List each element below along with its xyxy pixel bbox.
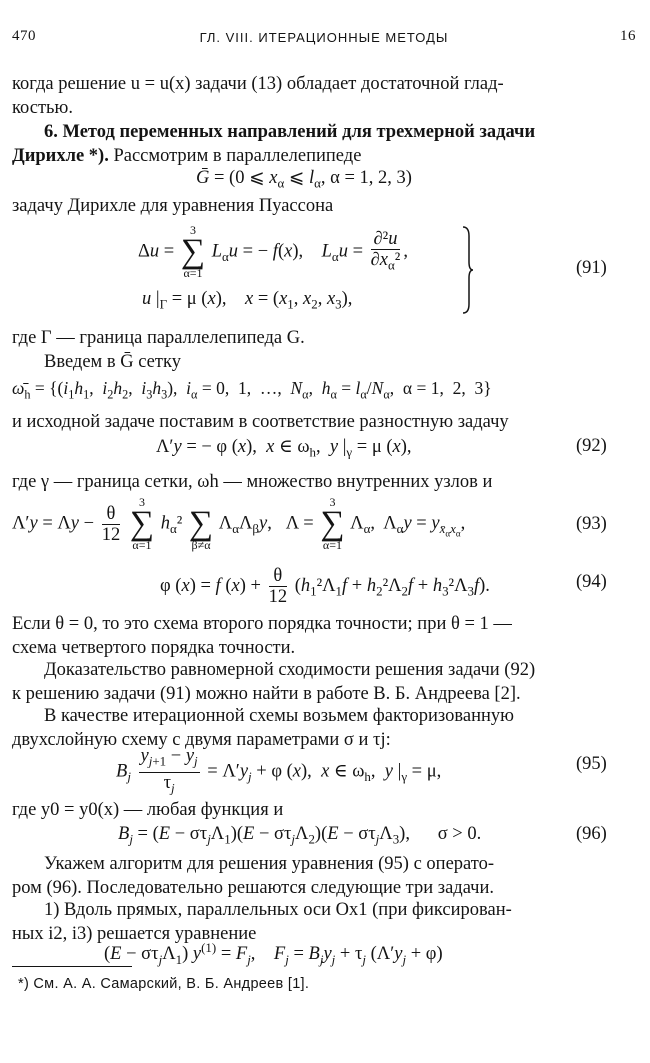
grid-intro: Введем в Ḡ сетку <box>44 352 181 372</box>
equation-92: Λ′y = − φ (x), x ∈ $\omega_h$, y $|_\gamma = \mu$ (x), <box>156 437 412 460</box>
text-line: ром (96). Последовательно решаются следующие три задачи. <box>12 878 495 898</box>
text-line: двухслойную схему с двумя параметрами σ и τj: <box>12 730 391 750</box>
step1-equation: $(E - \sigma\tau_j\Lambda_1)$ $y^{(1)} = F_j$, $F_j = B_jy_j + \tau_j$ $(\Lambda'y_j + \varphi)$ <box>104 940 443 967</box>
equation-96: $B_j = (E - \sigma\tau_j\Lambda_1)(E - \sigma\tau_j\Lambda_2)(E - \sigma\tau_j\Lambda_3)$, σ > 0. <box>118 824 482 847</box>
equation-91-line-1: Δu = 3 ∑ α=1 $L_\alpha u$ = − f(x), $L_\alpha u$ = $\frac{\text{∂²u}}{\partial x_\alpha^2}$ , <box>138 223 408 280</box>
text-line: костью. <box>12 98 73 118</box>
page-header <box>12 28 636 50</box>
where-gamma-grid: где γ — граница сетки, ωh — множество внутренних узлов и <box>12 472 493 492</box>
section-mark: 16 <box>620 28 636 44</box>
text-line: схема четвертого порядка точности. <box>12 638 296 658</box>
paragraph-continuation <box>12 72 612 120</box>
scheme-intro: и исходной задаче поставим в соответствие разностную задачу <box>12 412 509 432</box>
text-line: В качестве итерационной схемы возьмем факторизованную <box>44 706 514 726</box>
text-line: когда решение u = u(x) задачи (13) обладает достаточной глад- <box>12 74 504 94</box>
text-line: 1) Вдоль прямых, параллельных оси Ox1 (при фиксирован- <box>44 900 512 920</box>
equation-95: $B_j$ $\frac{y_{j+1} - y_j}{\tau_j}$ = $\Lambda'y_j + \varphi$ (x), x ∈ $\omega_h$, y $|_\gamma = \mu$, <box>116 746 441 798</box>
section-heading: 6. Метод переменных направлений для трехмерной задачи <box>44 122 536 142</box>
sum-symbol: 3 ∑ α=1 <box>320 495 345 552</box>
fraction: $\frac{\theta}{12}$ <box>101 503 121 545</box>
text-line: ных i2, i3) решается уравнение <box>12 924 257 944</box>
sum-symbol: 3 ∑ α=1 <box>180 223 206 280</box>
equation-number-96: (96) <box>576 824 607 844</box>
text-line: к решению задачи (91) можно найти в работе В. Б. Андреева [2]. <box>12 684 521 704</box>
section-heading-line <box>12 120 612 144</box>
right-brace-icon <box>462 226 474 314</box>
equation-91-line-2: u $|_\Gamma = \mu$ (x), $x = (x_1$, $x_2$, $x_3$), <box>142 289 353 312</box>
equation-94: φ (x) = f (x) + $\frac{\theta}{12}$ $(h_1^2\Lambda_1f + h_2^2\Lambda_2f + h_3^2\Lambda_3f)$. <box>160 566 490 607</box>
sum-symbol: 3 ∑ α=1 <box>129 495 155 552</box>
equation-number-91: (91) <box>576 258 607 278</box>
equation-93: Λ′y = Λy − $\frac{\theta}{12}$ 3 ∑ α=1 $h_\alpha^2$ ∑ β≠α $\Lambda_\alpha\Lambda_\beta y$, Λ = 3 ∑ α=1 $\Lambda_\alpha$, $\Lambda_\alpha y = y_{x̄_\alpha x_\alpha}$, <box>12 495 466 552</box>
iteration-paragraph <box>12 704 612 752</box>
section-heading-line-2 <box>12 144 612 168</box>
theta-paragraph <box>12 612 612 660</box>
footnote: *) См. А. А. Самарский, В. Б. Андреев [1]. <box>18 976 310 992</box>
equation-number-92: (92) <box>576 436 607 456</box>
text-line: Если θ = 0, то это схема второго порядка точности; при θ = 1 — <box>12 614 512 634</box>
section-intro: Рассмотрим в параллелепипеде <box>108 146 362 166</box>
equation-number-95: (95) <box>576 754 607 774</box>
dirichlet-intro: задачу Дирихле для уравнения Пуассона <box>12 196 334 216</box>
fraction: $\frac{\text{∂²u}}{\partial x_\alpha^2}$ <box>370 228 401 273</box>
running-head: ГЛ. VIII. ИТЕРАЦИОННЫЕ МЕТОДЫ <box>199 30 449 45</box>
fraction: $\frac{y_{j+1} - y_j}{\tau_j}$ <box>140 746 198 796</box>
domain-equation: Ḡ = (0 ⩽ $x_\alpha$ ⩽ $l_\alpha$, α = 1, 2, 3) <box>196 168 412 191</box>
step1-paragraph <box>12 898 612 946</box>
grid-equation: $\omegā_h = \{(i_1h_1$, $i_2h_2$, $i_3h_3$), $i_\alpha = 0$, 1, …, $N_\alpha$, $h_\alpha = l_\alpha/N_\alpha$, α = 1, 2, 3} <box>12 378 492 402</box>
page-number: 470 <box>12 28 36 44</box>
y0-line: где y0 = y0(x) — любая функция и <box>12 800 284 820</box>
sum-symbol: ∑ β≠α <box>188 505 214 552</box>
footnote-rule <box>12 966 132 967</box>
where-gamma: где Γ — граница параллелепипеда G. <box>12 328 305 348</box>
text-line: Доказательство равномерной сходимости решения задачи (92) <box>44 660 536 680</box>
text-line: Укажем алгоритм для решения уравнения (95) с операто- <box>44 854 495 874</box>
proof-paragraph <box>12 658 612 706</box>
section-heading-2: Дирихле *). <box>12 146 109 166</box>
fraction: $\frac{\theta}{12}$ <box>268 566 288 607</box>
equation-number-94: (94) <box>576 572 607 592</box>
algorithm-paragraph <box>12 852 612 900</box>
equation-number-93: (93) <box>576 514 607 534</box>
